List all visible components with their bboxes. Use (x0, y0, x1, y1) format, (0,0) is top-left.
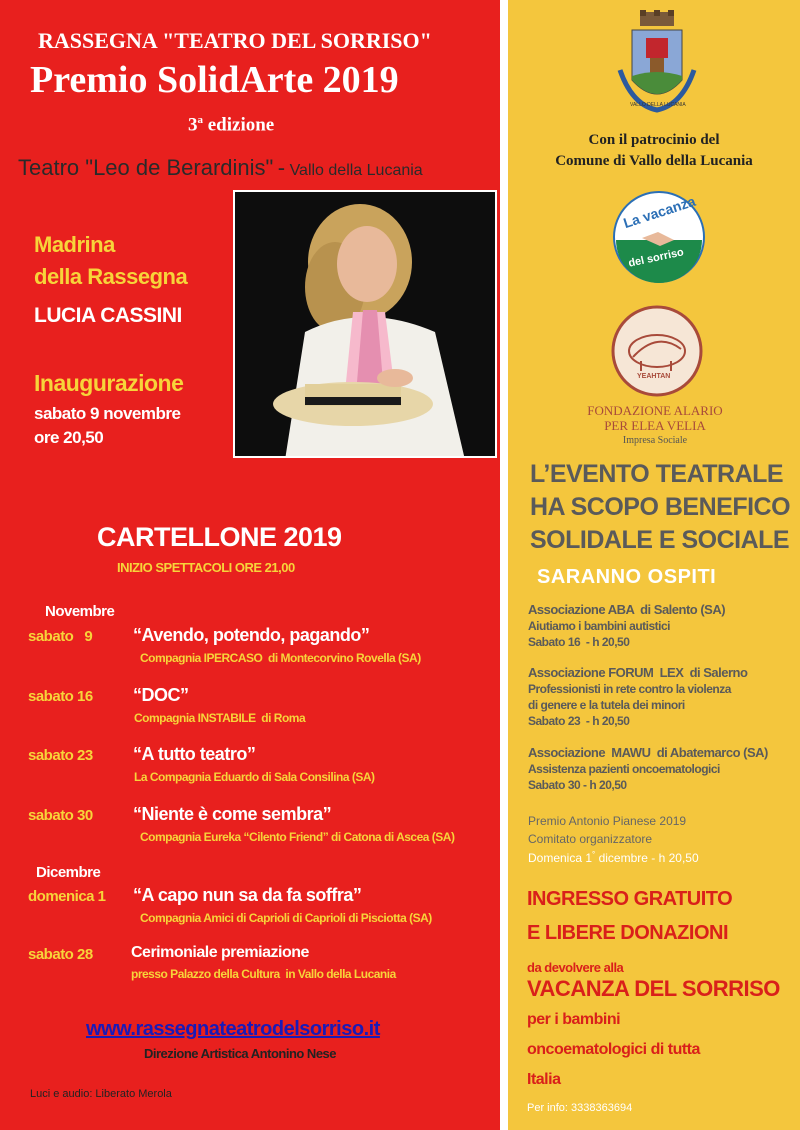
ospiti-title: SARANNO OSPITI (537, 566, 717, 588)
vacanza-logo (612, 190, 706, 284)
guest-date: Sabato 23 - h 20,50 (528, 714, 630, 728)
madrina-name: LUCIA CASSINI (34, 304, 182, 327)
direzione-artistica: Direzione Artistica Antonino Nese (144, 1046, 337, 1061)
month-novembre: Novembre (45, 603, 115, 620)
event-title: “A capo nun sa da fa soffra” (133, 885, 362, 905)
teatro-luogo: Vallo della Lucania (289, 162, 423, 179)
comune-crest (612, 10, 702, 120)
event-day: sabato 28 (28, 946, 93, 963)
ingresso-line1: INGRESSO GRATUITO (527, 888, 733, 910)
edizione-sup: a (197, 114, 203, 126)
inaugurazione-date: sabato 9 novembre (34, 404, 181, 423)
edizione (188, 114, 274, 136)
pianese-sup: ° (592, 850, 596, 859)
madrina-label-2: della Rassegna (34, 264, 188, 289)
evento-line1: L’EVENTO TEATRALE (530, 460, 784, 488)
madrina-photo (233, 190, 497, 458)
edizione-num: 3 (188, 114, 198, 136)
event-title: “Niente è come sembra” (133, 804, 332, 824)
patrocinio-line1: Con il patrocinio del (588, 132, 720, 148)
fondazione-name (555, 403, 755, 448)
guest-desc: Assistenza pazienti oncoematologici (528, 762, 720, 776)
teatro-dash: - (277, 155, 286, 180)
pianese-line3 (528, 850, 699, 865)
guest-desc: di genere e la tutela dei minori (528, 698, 685, 712)
evento-line2: HA SCOPO BENEFICO (530, 493, 791, 521)
pianese-line2: Comitato organizzatore (528, 832, 653, 846)
event-company: Compagnia INSTABILE di Roma (134, 711, 306, 725)
cartellone-subtitle: INIZIO SPETTACOLI ORE 21,00 (117, 560, 295, 575)
ingresso-line7: Italia (527, 1071, 561, 1088)
guest-date: Sabato 16 - h 20,50 (528, 635, 630, 649)
guest-name: Associazione ABA di Salento (SA) (528, 602, 726, 617)
rassegna-title: RASSEGNA "TEATRO DEL SORRISO" (38, 28, 432, 53)
fondazione-line3: Impresa Sociale (622, 435, 688, 446)
evento-line3: SOLIDALE E SOCIALE (530, 526, 790, 554)
vacanza-top-text: La vacanza (621, 192, 698, 232)
guest-name: Associazione FORUM LEX di Salerno (528, 665, 748, 680)
event-company: Compagnia IPERCASO di Montecorvino Rovella (SA) (140, 651, 421, 665)
premio-title: Premio SolidArte 2019 (30, 59, 399, 101)
event-title: “Avendo, potendo, pagando” (133, 625, 370, 645)
luci-audio: Luci e audio: Liberato Merola (30, 1088, 172, 1100)
coin-text: YEAHTAN (637, 373, 671, 380)
pianese-line1: Premio Antonio Pianese 2019 (528, 814, 687, 828)
guest-date: Sabato 30 - h 20,50 (528, 778, 627, 792)
fondazione-coin (611, 305, 703, 397)
cartellone-title: CARTELLONE 2019 (97, 522, 342, 552)
event-company: Compagnia Eureka “Cilento Friend” di Catona di Ascea (SA) (140, 830, 455, 844)
vacanza-bottom-text: del sorriso (627, 246, 685, 270)
event-day: sabato 23 (28, 747, 93, 764)
per-info: Per info: 3338363694 (527, 1102, 633, 1114)
inaugurazione-time: ore 20,50 (34, 428, 104, 447)
ingresso-line5: per i bambini (527, 1011, 621, 1028)
event-title: Cerimoniale premiazione (131, 944, 309, 961)
guest-name: Associazione MAWU di Abatemarco (SA) (528, 745, 768, 760)
event-day: sabato 30 (28, 807, 93, 824)
event-company: presso Palazzo della Cultura in Vallo della Lucania (131, 967, 396, 981)
ingresso-line3: da devolvere alla (527, 960, 624, 975)
patrocinio (508, 130, 800, 172)
event-company: Compagnia Amici di Caprioli di Caprioli di Pisciotta (SA) (140, 911, 432, 925)
pianese-line3-post: dicembre - h 20,50 (595, 851, 699, 865)
guest-desc: Aiutiamo i bambini autistici (528, 619, 671, 633)
teatro-line (18, 155, 423, 181)
ingresso-line2: E LIBERE DONAZIONI (527, 922, 729, 944)
madrina-label: Madrina (34, 232, 115, 257)
teatro-name: Teatro "Leo de Berardinis" (18, 155, 274, 180)
event-day: sabato 16 (28, 688, 93, 705)
event-title: “DOC” (133, 685, 189, 705)
event-day: sabato 9 (28, 628, 93, 645)
event-company: La Compagnia Eduardo di Sala Consilina (SA) (134, 770, 375, 784)
divider (500, 0, 508, 1130)
patrocinio-line2: Comune di Vallo della Lucania (555, 153, 753, 169)
website-link[interactable]: www.rassegnateatrodelsorriso.it (86, 1018, 380, 1040)
fondazione-line2: PER ELEA VELIA (604, 418, 706, 433)
fondazione-line1: FONDAZIONE ALARIO (587, 403, 723, 418)
month-dicembre: Dicembre (36, 864, 101, 881)
crest-text: VALLO DELLA LUCANIA (630, 102, 686, 108)
ingresso-line6: oncoematologici di tutta (527, 1041, 700, 1058)
pianese-line3-pre: Domenica 1 (528, 851, 593, 865)
ingresso-line4: VACANZA DEL SORRISO (527, 976, 780, 1001)
event-day: domenica 1 (28, 888, 106, 905)
edizione-word: edizione (207, 114, 275, 136)
inaugurazione-title: Inaugurazione (34, 370, 184, 396)
event-title: “A tutto teatro” (133, 744, 256, 764)
guest-desc: Professionisti in rete contro la violenza (528, 682, 731, 696)
portrait-illustration (235, 192, 497, 458)
